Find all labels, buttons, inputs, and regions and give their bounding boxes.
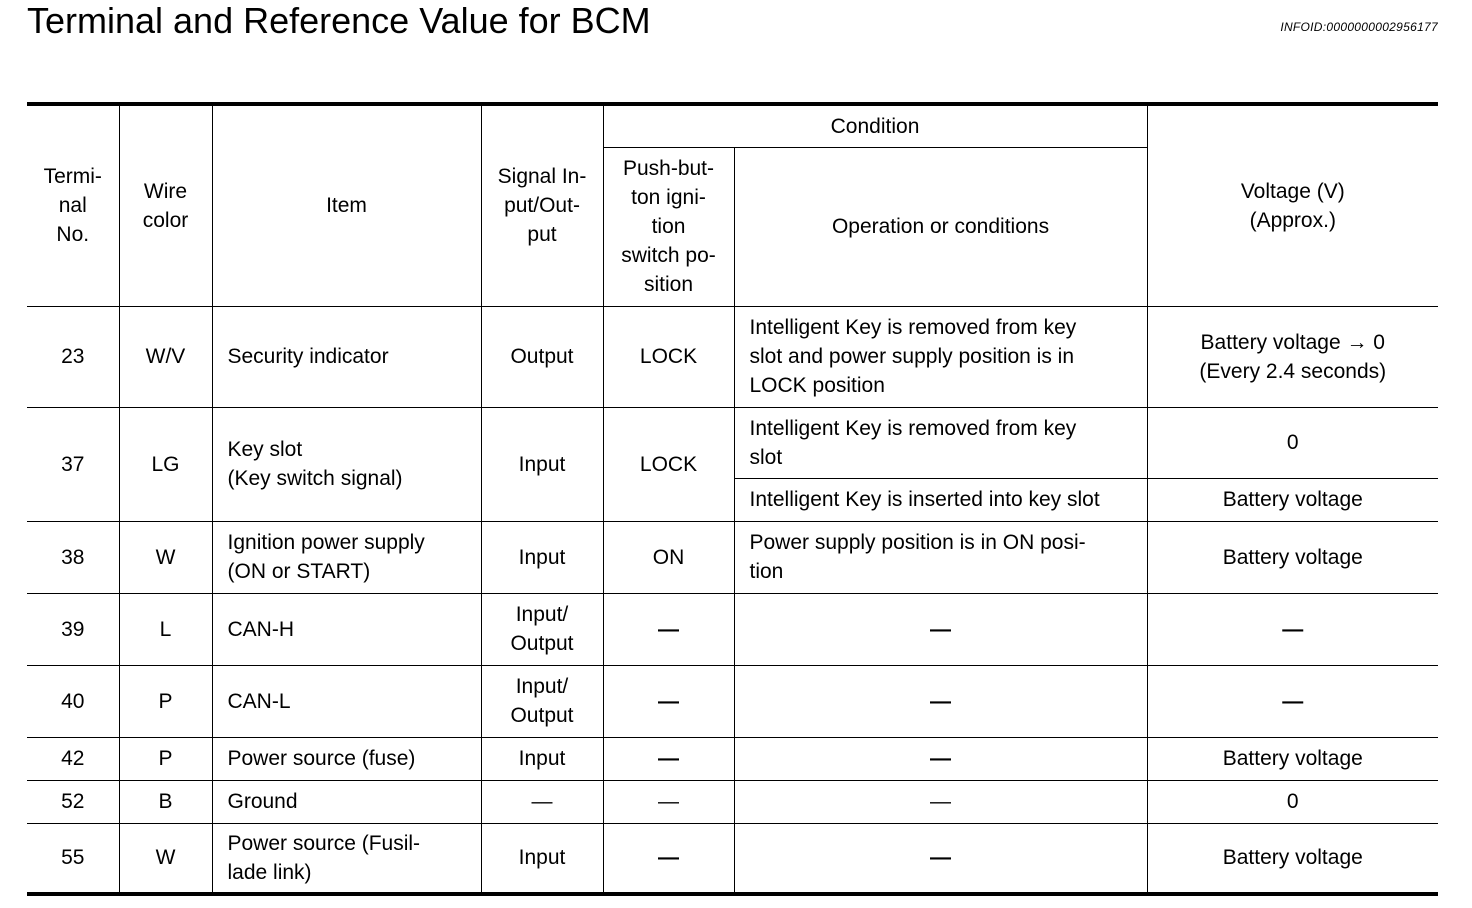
operation-cell: — (734, 593, 1147, 665)
wire-color-cell: L (119, 593, 212, 665)
voltage-cell: — (1147, 593, 1438, 665)
table-row (27, 780, 1438, 823)
terminal-number-cell: 39 (27, 593, 119, 665)
wire-color-cell: P (119, 665, 212, 737)
voltage-cell: Battery voltage → 0 (Every 2.4 seconds) (1147, 306, 1438, 407)
voltage-cell: Battery voltage (1147, 737, 1438, 780)
header-terminal: Termi- nal No. (27, 104, 119, 306)
signal-cell: Input/ Output (481, 665, 603, 737)
push-button-position-cell: LOCK (603, 306, 734, 407)
table-row (27, 407, 1438, 478)
wire-color-cell: B (119, 780, 212, 823)
item-cell: Power source (Fusil- lade link) (212, 823, 481, 894)
push-button-position-cell: — (603, 593, 734, 665)
header-item: Item (212, 104, 481, 306)
signal-cell: Output (481, 306, 603, 407)
table-row (27, 823, 1438, 894)
push-button-position-cell: — (603, 665, 734, 737)
terminal-number-cell: 23 (27, 306, 119, 407)
header-voltage: Voltage (V) (Approx.) (1147, 104, 1438, 306)
wire-color-cell: W (119, 823, 212, 894)
item-cell: CAN-H (212, 593, 481, 665)
signal-cell: Input (481, 737, 603, 780)
item-cell: Key slot (Key switch signal) (212, 407, 481, 521)
table-body (27, 306, 1438, 894)
terminal-number-cell: 55 (27, 823, 119, 894)
terminal-number-cell: 38 (27, 521, 119, 593)
operation-cell: Intelligent Key is removed from key slot and power supply position is in LOCK position (734, 306, 1147, 407)
push-button-position-cell: — (603, 780, 734, 823)
operation-cell: Power supply position is in ON posi- tion (734, 521, 1147, 593)
header-condition: Condition (603, 104, 1147, 147)
terminal-number-cell: 40 (27, 665, 119, 737)
terminal-number-cell: 37 (27, 407, 119, 521)
header-push-button: Push-but- ton igni- tion switch po- sition (603, 147, 734, 306)
table-row (27, 306, 1438, 407)
item-cell: Ground (212, 780, 481, 823)
table-row (27, 737, 1438, 780)
operation-cell: — (734, 737, 1147, 780)
push-button-position-cell: — (603, 823, 734, 894)
terminal-number-cell: 42 (27, 737, 119, 780)
wire-color-cell: P (119, 737, 212, 780)
header-signal: Signal In- put/Out- put (481, 104, 603, 306)
info-id: INFOID:0000000002956177 (1280, 20, 1438, 34)
table-row (27, 665, 1438, 737)
table-row (27, 593, 1438, 665)
item-cell: CAN-L (212, 665, 481, 737)
push-button-position-cell: — (603, 737, 734, 780)
signal-cell: Input (481, 823, 603, 894)
page-title: Terminal and Reference Value for BCM (27, 0, 651, 41)
signal-cell: Input (481, 407, 603, 521)
signal-cell: Input/ Output (481, 593, 603, 665)
terminal-reference-table (27, 102, 1438, 896)
operation-cell: — (734, 665, 1147, 737)
header-wire-color: Wire color (119, 104, 212, 306)
terminal-number-cell: 52 (27, 780, 119, 823)
table-header (27, 104, 1438, 306)
voltage-cell: Battery voltage (1147, 823, 1438, 894)
operation-cell: Intelligent Key is inserted into key slot (734, 478, 1147, 521)
wire-color-cell: LG (119, 407, 212, 521)
item-cell: Power source (fuse) (212, 737, 481, 780)
voltage-cell: Battery voltage (1147, 521, 1438, 593)
wire-color-cell: W (119, 521, 212, 593)
push-button-position-cell: LOCK (603, 407, 734, 521)
item-cell: Security indicator (212, 306, 481, 407)
signal-cell: — (481, 780, 603, 823)
voltage-cell: Battery voltage (1147, 478, 1438, 521)
operation-cell: — (734, 780, 1147, 823)
item-cell: Ignition power supply (ON or START) (212, 521, 481, 593)
header-operation: Operation or conditions (734, 147, 1147, 306)
push-button-position-cell: ON (603, 521, 734, 593)
voltage-cell: 0 (1147, 407, 1438, 478)
table-row (27, 521, 1438, 593)
operation-cell: Intelligent Key is removed from key slot (734, 407, 1147, 478)
wire-color-cell: W/V (119, 306, 212, 407)
operation-cell: — (734, 823, 1147, 894)
voltage-cell: 0 (1147, 780, 1438, 823)
voltage-cell: — (1147, 665, 1438, 737)
signal-cell: Input (481, 521, 603, 593)
